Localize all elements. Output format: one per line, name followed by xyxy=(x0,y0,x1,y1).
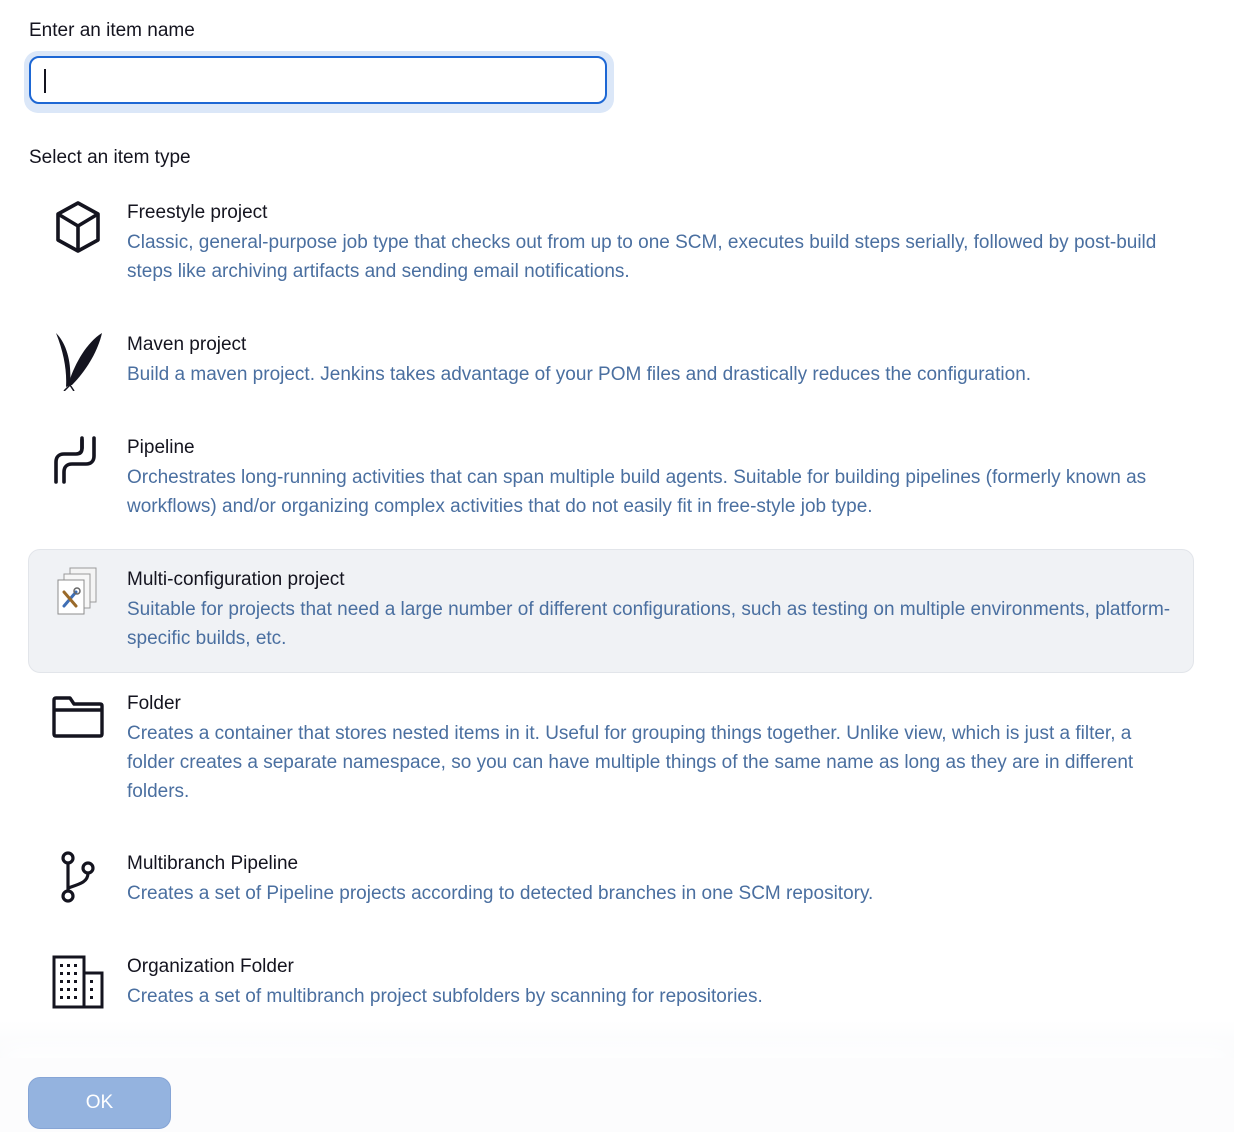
item-type-description: Orchestrates long-running activities that can span multiple build agents. Suitable for building pipelines (formerly known as workflows) and/or organizing complex activities that do not easily fit in free-style job type. xyxy=(127,467,1147,517)
item-type-title: Folder xyxy=(127,693,181,714)
footer-bar xyxy=(0,1058,1234,1132)
item-type-description: Build a maven project. Jenkins takes advantage of your POM files and drastically reduces the configuration. xyxy=(127,364,1032,385)
item-type-description: Creates a set of Pipeline projects according to detected branches in one SCM repository. xyxy=(127,883,874,904)
maven-feather-icon xyxy=(52,327,104,383)
item-type-title: Multibranch Pipeline xyxy=(127,853,299,874)
item-name-label: Enter an item name xyxy=(29,20,195,41)
multi-config-icon xyxy=(56,566,108,622)
folder-icon xyxy=(52,690,104,746)
item-type-maven-project[interactable] xyxy=(28,331,1194,395)
item-type-title: Freestyle project xyxy=(127,202,268,223)
item-type-freestyle-project[interactable] xyxy=(28,199,1194,295)
item-type-organization-folder[interactable] xyxy=(28,953,1194,1017)
item-type-title: Maven project xyxy=(127,334,247,355)
footer-fade xyxy=(0,1020,1234,1060)
building-icon xyxy=(52,955,104,1011)
item-type-multibranch-pipeline[interactable] xyxy=(28,850,1194,914)
item-type-description: Suitable for projects that need a large number of different configurations, such as testing on multiple environments, platform-specific builds, etc. xyxy=(127,599,1171,649)
pipeline-icon xyxy=(52,434,104,490)
item-type-pipeline[interactable] xyxy=(28,434,1194,530)
item-type-folder[interactable] xyxy=(28,690,1194,814)
cube-icon xyxy=(52,199,104,255)
item-type-description: Classic, general-purpose job type that checks out from up to one SCM, executes build steps serially, followed by post-build steps like archiving artifacts and sending email notifications. xyxy=(127,232,1157,282)
item-type-description: Creates a container that stores nested items in it. Useful for grouping things together. Unlike view, which is just a filter, a folder creates a separate namespace, so you can have multiple things of the same name as long as they are in different folders. xyxy=(127,723,1134,802)
ok-button[interactable]: OK xyxy=(28,1077,171,1129)
item-type-title: Organization Folder xyxy=(127,956,294,977)
item-type-title: Multi-configuration project xyxy=(127,569,345,590)
item-type-multi-configuration-project[interactable] xyxy=(28,549,1194,673)
text-caret xyxy=(44,69,46,93)
item-name-focus-ring xyxy=(24,51,614,113)
item-type-description: Creates a set of multibranch project subfolders by scanning for repositories. xyxy=(127,986,763,1007)
branch-icon xyxy=(52,850,104,906)
item-type-title: Pipeline xyxy=(127,437,195,458)
item-name-input[interactable] xyxy=(29,56,607,104)
item-type-label: Select an item type xyxy=(29,147,191,168)
